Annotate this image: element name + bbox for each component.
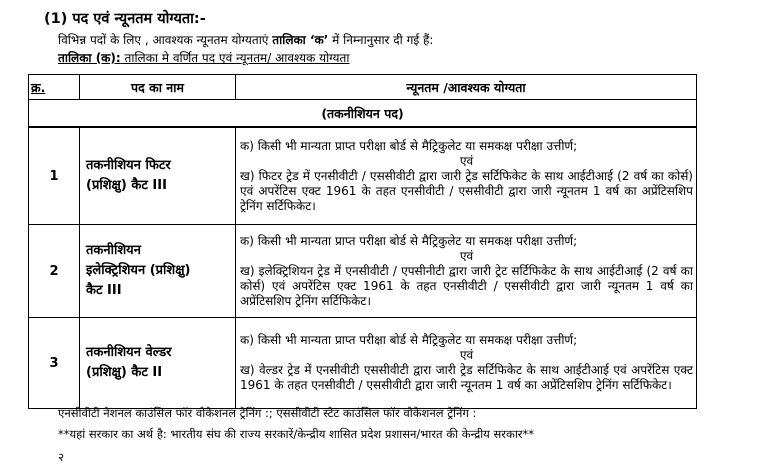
header-post: पद का नाम bbox=[80, 75, 236, 100]
post-line: (प्रशिक्षु) कैट III bbox=[86, 178, 167, 193]
qual-or: एवं bbox=[459, 248, 474, 263]
table-row bbox=[29, 318, 697, 409]
qual-a: क) किसी भी मान्यता प्राप्त परीक्षा बोर्ड से मैट्रिकुलेट या समकक्ष परीक्षा उत्तीर्ण; bbox=[240, 138, 578, 153]
row-post bbox=[80, 318, 236, 409]
table-caption-bold: तालिका (क): bbox=[58, 51, 121, 65]
post-line: तकनीशियन फिटर bbox=[86, 158, 171, 173]
intro-after: में निम्नानुसार दी गई हैं: bbox=[328, 33, 434, 47]
table-row bbox=[29, 127, 697, 225]
post-line: तकनीशियन वेल्डर bbox=[86, 345, 172, 360]
intro-text bbox=[58, 31, 433, 48]
row-sr: 3 bbox=[29, 318, 80, 409]
row-post bbox=[80, 225, 236, 318]
footnote-government: **यहां सरकार का अर्थ है: भारतीय संघ की राज्य सरकारें/केन्द्रीय शासित प्रदेश प्रशासन/भारत की केन्द्रीय सरकार** bbox=[58, 427, 535, 441]
table-caption bbox=[58, 49, 349, 66]
row-post bbox=[80, 127, 236, 225]
post-line: (प्रशिक्षु) कैट II bbox=[86, 365, 163, 380]
section-heading: (1) पद एवं न्यूनतम योग्यता:- bbox=[44, 11, 206, 27]
row-sr: 1 bbox=[29, 127, 80, 225]
qual-or: एवं bbox=[459, 348, 474, 362]
footnote-abbreviations: एनसीवीटी नेशनल काउंसिल फॉर वोकेशनल ट्रेनिंग :; एससीवीटी स्टेट काउंसिल फॉर वोकेशनल ट्रेनिंग : bbox=[58, 406, 477, 420]
table-caption-rest: तालिका मे वर्णित पद एवं न्यूनतम/ आवश्यक योग्यता bbox=[120, 51, 350, 65]
row-qualification bbox=[236, 225, 697, 318]
post-line: इलेक्ट्रिशियन (प्रशिक्षु) bbox=[86, 263, 191, 278]
qual-a: क) किसी भी मान्यता प्राप्त परीक्षा बोर्ड से मैट्रिकुलेट या समकक्ष परीक्षा उत्तीर्ण; bbox=[240, 333, 578, 347]
row-qualification bbox=[236, 127, 697, 225]
intro-bold: तालिका ‘क’ bbox=[272, 33, 329, 47]
table-row bbox=[29, 225, 697, 318]
post-line: तकनीशियन bbox=[86, 243, 141, 258]
header-sr: क्र. bbox=[29, 75, 80, 100]
table-subheading: (तकनीशियन पद) bbox=[29, 100, 697, 128]
post-line: कैट III bbox=[86, 283, 122, 298]
qual-b: ख) वेल्डर ट्रेड में एनसीवीटी एससीवीटी द्वारा जारी ट्रेड सर्टिफिकेट के साथ आईटीआई एवं अपरेंटिस एक्ट 1961 के तहत एनसीवीटी / एससीवीटी द्वारा जारी न्यूनतम 1 वर्ष का अप्रेंटिसशिप ट्रेनिंग सर्टिफिकेट। bbox=[240, 363, 693, 392]
qual-or: एवं bbox=[459, 153, 474, 168]
qual-b: ख) फिटर ट्रेड में एनसीवीटी / एससीवीटी द्वारा जारी ट्रेड सर्टिफिकेट के साथ आईटीआई (2 वर्ष का कोर्स) एवं अपरेंटिस एक्ट 1961 के तहत एनसीवीटी / एससीवीटी द्वारा जारी न्यूनतम 1 वर्ष का अप्रेंटिसशिप ट्रेनिंग सर्टिफिकेट। bbox=[240, 168, 693, 213]
table-header-row bbox=[29, 75, 697, 100]
qual-b: ख) इलेक्ट्रिशियन ट्रेड में एनसीवीटी / एपसीनीटी द्वारा जारी ट्रेट सर्टिफिकेट के साथ आईटीआई (2 वर्ष का कोर्स) एवं अपरेंटिस एक्ट 1961 के तहत एनसीवीटी / एससीवीटी द्वारा जारी न्यूनतम 1 वर्ष का अप्रेंटिसशिप ट्रेनिंग सर्टिफिकेट। bbox=[240, 263, 693, 308]
table-subheading-row bbox=[29, 100, 697, 128]
qualification-table bbox=[28, 74, 697, 409]
row-sr: 2 bbox=[29, 225, 80, 318]
intro-before: विभिन्न पदों के लिए , आवश्यक न्यूनतम योग्यताएं bbox=[58, 33, 273, 47]
page-number: २ bbox=[58, 450, 64, 464]
header-qualification: न्यूनतम /आवश्यक योग्यता bbox=[236, 75, 697, 100]
row-qualification bbox=[236, 318, 697, 409]
qual-a: क) किसी भी मान्यता प्राप्त परीक्षा बोर्ड से मैट्रिकुलेट या समकक्ष परीक्षा उत्तीर्ण; bbox=[240, 233, 578, 248]
